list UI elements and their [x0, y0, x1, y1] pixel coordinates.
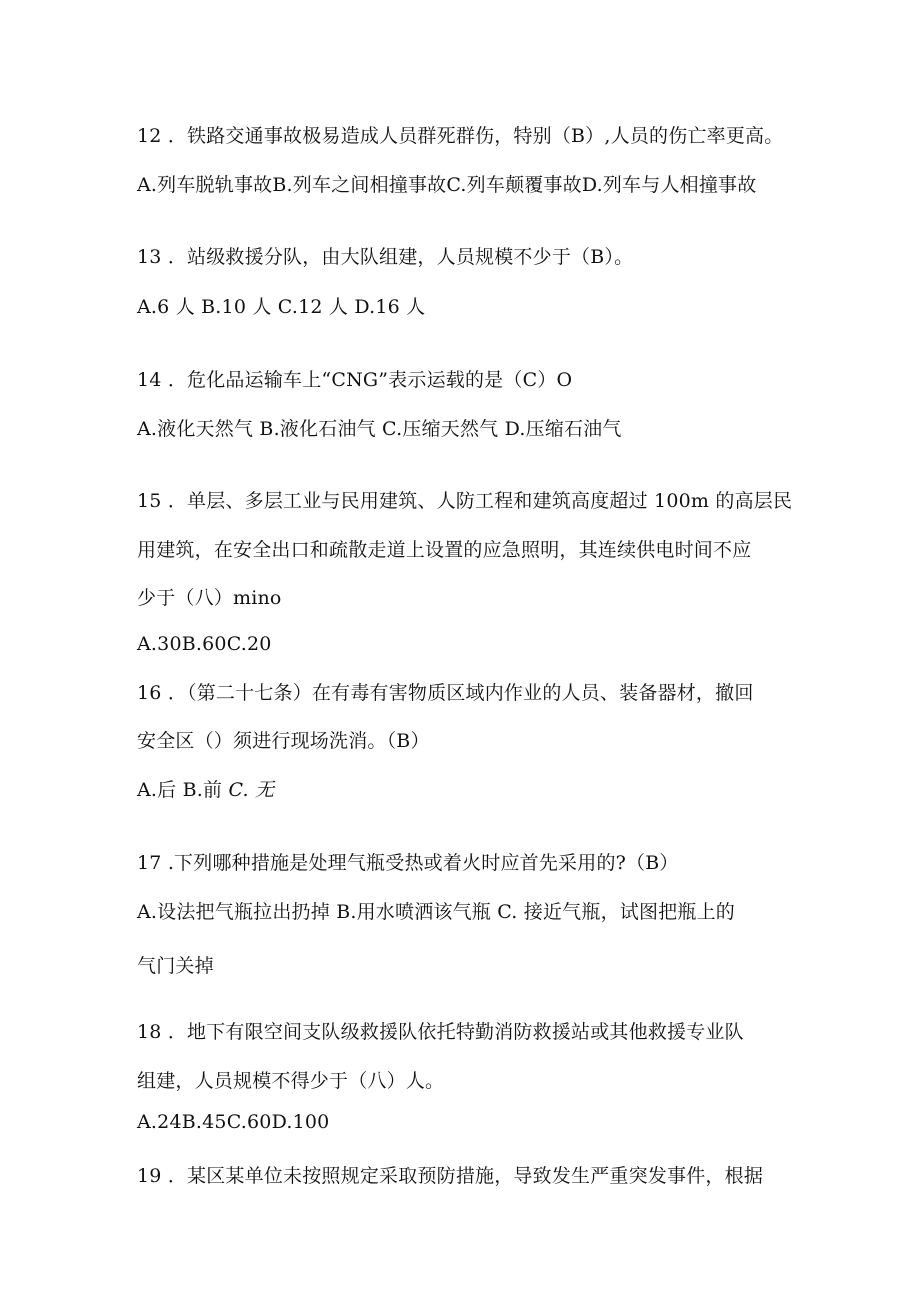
- question-12-options: A.列车脱轨事故B.列车之间相撞事故C.列车颠覆事故D.列车与人相撞事故: [137, 174, 757, 196]
- question-16-options-main: A.后 B.前: [137, 779, 229, 801]
- question-16-text-line-2: 安全区（）须进行现场洗消。（B）: [137, 730, 430, 752]
- question-18-text-line-1: 18 ．地下有限空间支队级救援队依托特勤消防救援站或其他救援专业队: [137, 1021, 744, 1043]
- question-16-options-italic: C. 无: [228, 779, 275, 801]
- question-18-text-line-2: 组建，人员规模不得少于（八）人。: [137, 1070, 445, 1092]
- question-14-options: A.液化天然气 B.液化石油气 C.压缩天然气 D.压缩石油气: [137, 418, 622, 440]
- question-15-text-line-2: 用建筑，在安全出口和疏散走道上设置的应急照明，其连续供电时间不应: [137, 539, 752, 561]
- question-16-options: [137, 778, 274, 802]
- question-13-text: 13 ．站级救援分队，由大队组建，人员规模不少于（B）。: [137, 246, 634, 268]
- question-19-text: 19 ．某区某单位未按照规定采取预防措施，导致发生严重突发事件，根据: [137, 1165, 764, 1187]
- question-14-text: 14 ．危化品运输车上“CNG”表示运载的是（C）O: [137, 369, 573, 391]
- question-15-options: A.30B.60C.20: [137, 633, 272, 655]
- question-18-options: A.24B.45C.60D.100: [137, 1111, 330, 1133]
- question-12-text: 12 ．铁路交通事故极易造成人员群死群伤，特别（B）,人员的伤亡率更高。: [137, 125, 784, 147]
- question-17-text: 17 .下列哪种措施是处理气瓶受热或着火时应首先采用的?（B）: [137, 852, 679, 874]
- question-13-options: A.6 人 B.10 人 C.12 人 D.16 人: [137, 296, 426, 318]
- question-15-text-line-1: 15 ．单层、多层工业与民用建筑、人防工程和建筑高度超过 100m 的高层民: [137, 490, 793, 512]
- question-15-text-line-3: 少于（八）mino: [137, 587, 282, 609]
- question-17-options-line-1: A.设法把气瓶拉出扔掉 B.用水喷洒该气瓶 C. 接近气瓶，试图把瓶上的: [137, 901, 735, 923]
- question-17-options-line-2: 气门关掉: [137, 955, 214, 977]
- question-16-text-line-1: 16 ．（第二十七条）在有毒有害物质区域内作业的人员、装备器材，撤回: [137, 682, 754, 704]
